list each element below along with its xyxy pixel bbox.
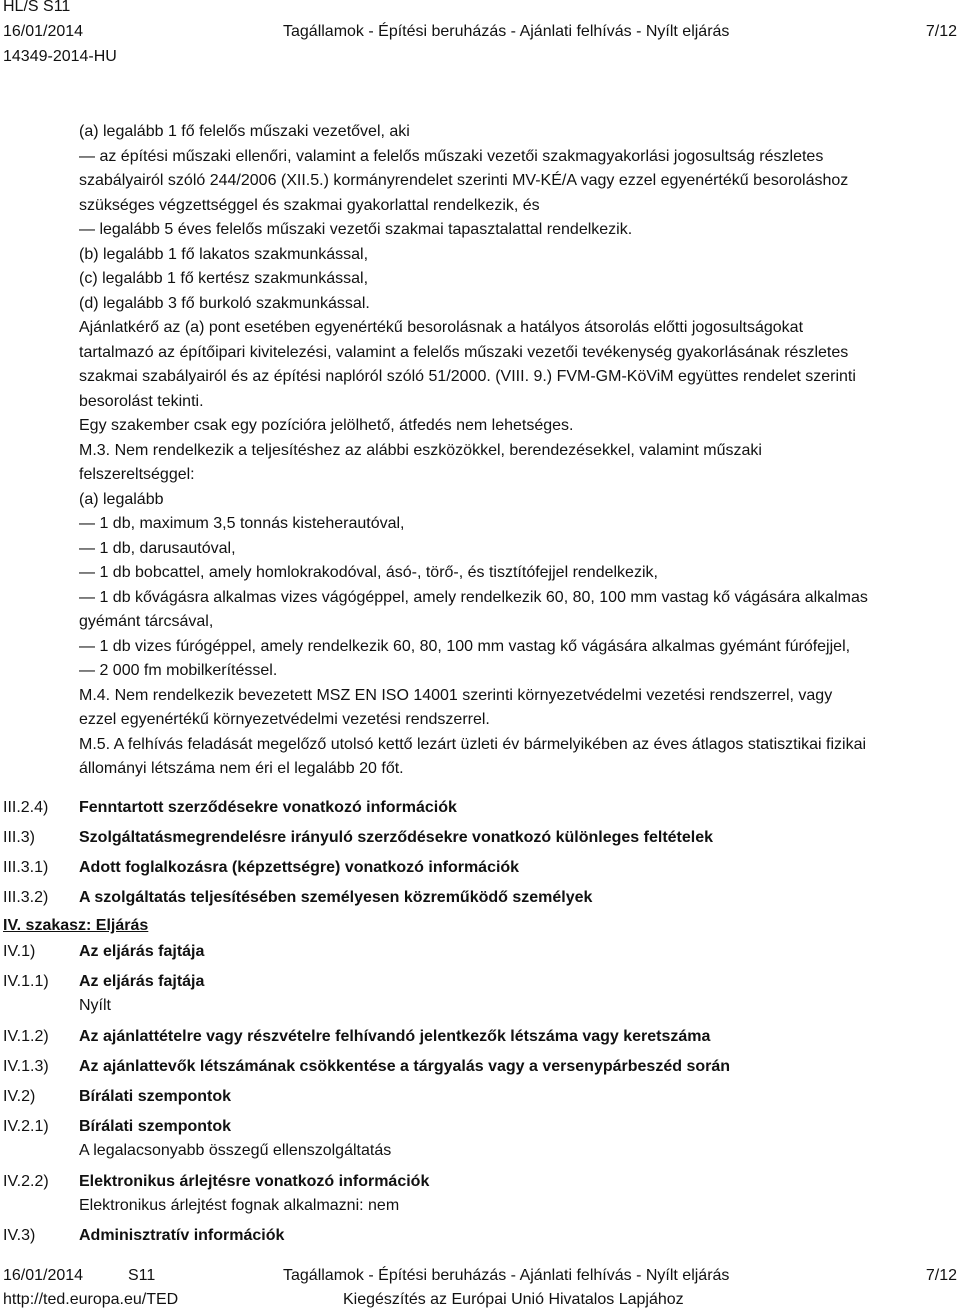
body-line: — 1 db vizes fúrógéppel, amely rendelkezik 60, 80, 100 mm vastag kő vágására alkalmas gyémánt fúrófejjel, <box>79 637 851 655</box>
body-line: szükséges végzettséggel és szakmai gyakorlattal rendelkezik, és <box>79 196 540 214</box>
body-line: — 1 db kővágásra alkalmas vizes vágógéppel, amely rendelkezik 60, 80, 100 mm vastag kő vágására alkalmas <box>79 588 868 606</box>
body-line: felszereltséggel: <box>79 466 195 483</box>
section-number: III.3.2) <box>3 889 49 906</box>
body-line: M.4. Nem rendelkezik bevezetett MSZ EN ISO 14001 szerinti környezetvédelmi vezetési rendszerrel, vagy <box>79 686 833 704</box>
section-number: III.2.4) <box>3 799 49 816</box>
doc-code: HL/S S11 <box>3 0 71 15</box>
body-line: M.5. A felhívás feladását megelőző utolsó kettő lezárt üzleti év bármelyikében az éves átlagos statisztikai fizikai <box>79 735 867 753</box>
section-title: Bírálati szempontok <box>79 1088 232 1105</box>
section-title: Az eljárás fajtája <box>79 943 205 960</box>
section-title: Az eljárás fajtája <box>79 973 205 990</box>
header-date: 16/01/2014 <box>3 23 84 40</box>
section-title: Fenntartott szerződésekre vonatkozó információk <box>79 799 457 816</box>
section-title: Adott foglalkozásra (képzettségre) vonatkozó információk <box>79 859 520 876</box>
section-title: Szolgáltatásmegrendelésre irányuló szerződésekre vonatkozó különleges feltételek <box>79 829 714 846</box>
body-line: — az építési műszaki ellenőri, valamint a felelős műszaki vezetői szakmagyakorlási jogosultság részletes <box>79 147 824 165</box>
body-line: besorolást tekinti. <box>79 392 204 410</box>
body-line: Ajánlatkérő az (a) pont esetében egyenértékű besorolásnak a hatályos átsorolás előtti jogosultságokat <box>79 319 804 336</box>
body-line: — 2 000 fm mobilkerítéssel. <box>79 662 278 679</box>
header-ref: 14349-2014-HU <box>3 48 117 65</box>
section-number: III.3.1) <box>3 859 49 876</box>
body-line: — legalább 5 éves felelős műszaki vezetői szakmai tapasztalattal rendelkezik. <box>79 221 633 238</box>
section-title: Elektronikus árlejtésre vonatkozó információk <box>79 1173 430 1190</box>
section-title: Az ajánlattételre vagy részvételre felhívandó jelentkezők létszáma vagy keretszáma <box>79 1028 711 1045</box>
section-number: IV.1) <box>3 943 36 960</box>
body-line: M.3. Nem rendelkezik a teljesítéshez az alábbi eszközökkel, berendezésekkel, valamint műszaki <box>79 441 762 459</box>
footer-title: Tagállamok - Építési beruházás - Ajánlati felhívás - Nyílt eljárás <box>283 1267 730 1284</box>
footer-subtitle: Kiegészítés az Európai Unió Hivatalos Lapjához <box>343 1291 684 1308</box>
section-title: A szolgáltatás teljesítésében személyesen közreműködő személyek <box>79 889 593 906</box>
section-iv-heading: IV. szakasz: Eljárás <box>3 917 149 934</box>
body-line: — 1 db, darusautóval, <box>79 539 236 557</box>
body-line: (c) legalább 1 fő kertész szakmunkással, <box>79 270 369 287</box>
section-number: IV.2) <box>3 1088 36 1105</box>
header-page: 7/12 <box>925 23 957 40</box>
footer-code: S11 <box>128 1267 156 1284</box>
body-line: szakmai szabályairól és az építési naplóról szóló 51/2000. (VIII. 9.) FVM-GM-KöViM együttes rendelet szerinti <box>79 368 856 385</box>
section-number: IV.1.2) <box>3 1028 49 1045</box>
section-value: A legalacsonyabb összegű ellenszolgáltatás <box>79 1142 392 1159</box>
body-line: állományi létszáma nem éri el legalább 20 főt. <box>79 760 404 777</box>
section-number: III.3) <box>3 829 36 846</box>
footer-url[interactable]: http://ted.europa.eu/TED <box>3 1291 179 1308</box>
body-line: gyémánt tárcsával, <box>79 613 214 630</box>
section-number: IV.2.1) <box>3 1118 49 1135</box>
body-line: (d) legalább 3 fő burkoló szakmunkással. <box>79 294 370 312</box>
section-value: Nyílt <box>79 997 111 1014</box>
section-number: IV.3) <box>3 1227 36 1244</box>
header-title: Tagállamok - Építési beruházás - Ajánlati felhívás - Nyílt eljárás <box>283 23 730 40</box>
body-line: tartalmazó az építőipari kivitelezési, valamint a felelős műszaki vezetői tevékenység gyakorlásának részletes <box>79 343 849 361</box>
body-line: Egy szakember csak egy pozícióra jelölhető, átfedés nem lehetséges. <box>79 417 574 434</box>
body-line: (a) legalább 1 fő felelős műszaki vezetővel, aki <box>79 123 410 140</box>
section-title: Bírálati szempontok <box>79 1118 232 1135</box>
section-number: IV.1.1) <box>3 973 49 990</box>
section-title: Adminisztratív információk <box>79 1227 285 1244</box>
body-line: — 1 db bobcattel, amely homlokrakodóval, ásó-, törő-, és tisztítófejjel rendelkezik, <box>79 564 658 581</box>
body-line: ezzel egyenértékű környezetvédelmi vezetési rendszerrel. <box>79 711 490 728</box>
body-line: (b) legalább 1 fő lakatos szakmunkással, <box>79 245 369 263</box>
footer-date: 16/01/2014 <box>3 1267 84 1284</box>
body-line: szabályairól szóló 244/2006 (XII.5.) kormányrendelet szerinti MV-KÉ/A vagy ezzel egyenértékű besoroláshoz <box>79 172 849 189</box>
section-number: IV.1.3) <box>3 1058 49 1075</box>
body-line: (a) legalább <box>79 490 164 508</box>
body-text <box>79 120 959 782</box>
footer-page: 7/12 <box>925 1267 957 1284</box>
section-value: Elektronikus árlejtést fognak alkalmazni: nem <box>79 1197 400 1214</box>
body-line: — 1 db, maximum 3,5 tonnás kisteherautóval, <box>79 515 405 532</box>
section-title: Az ajánlattevők létszámának csökkentése a tárgyalás vagy a versenypárbeszéd során <box>79 1058 731 1075</box>
section-number: IV.2.2) <box>3 1173 49 1190</box>
